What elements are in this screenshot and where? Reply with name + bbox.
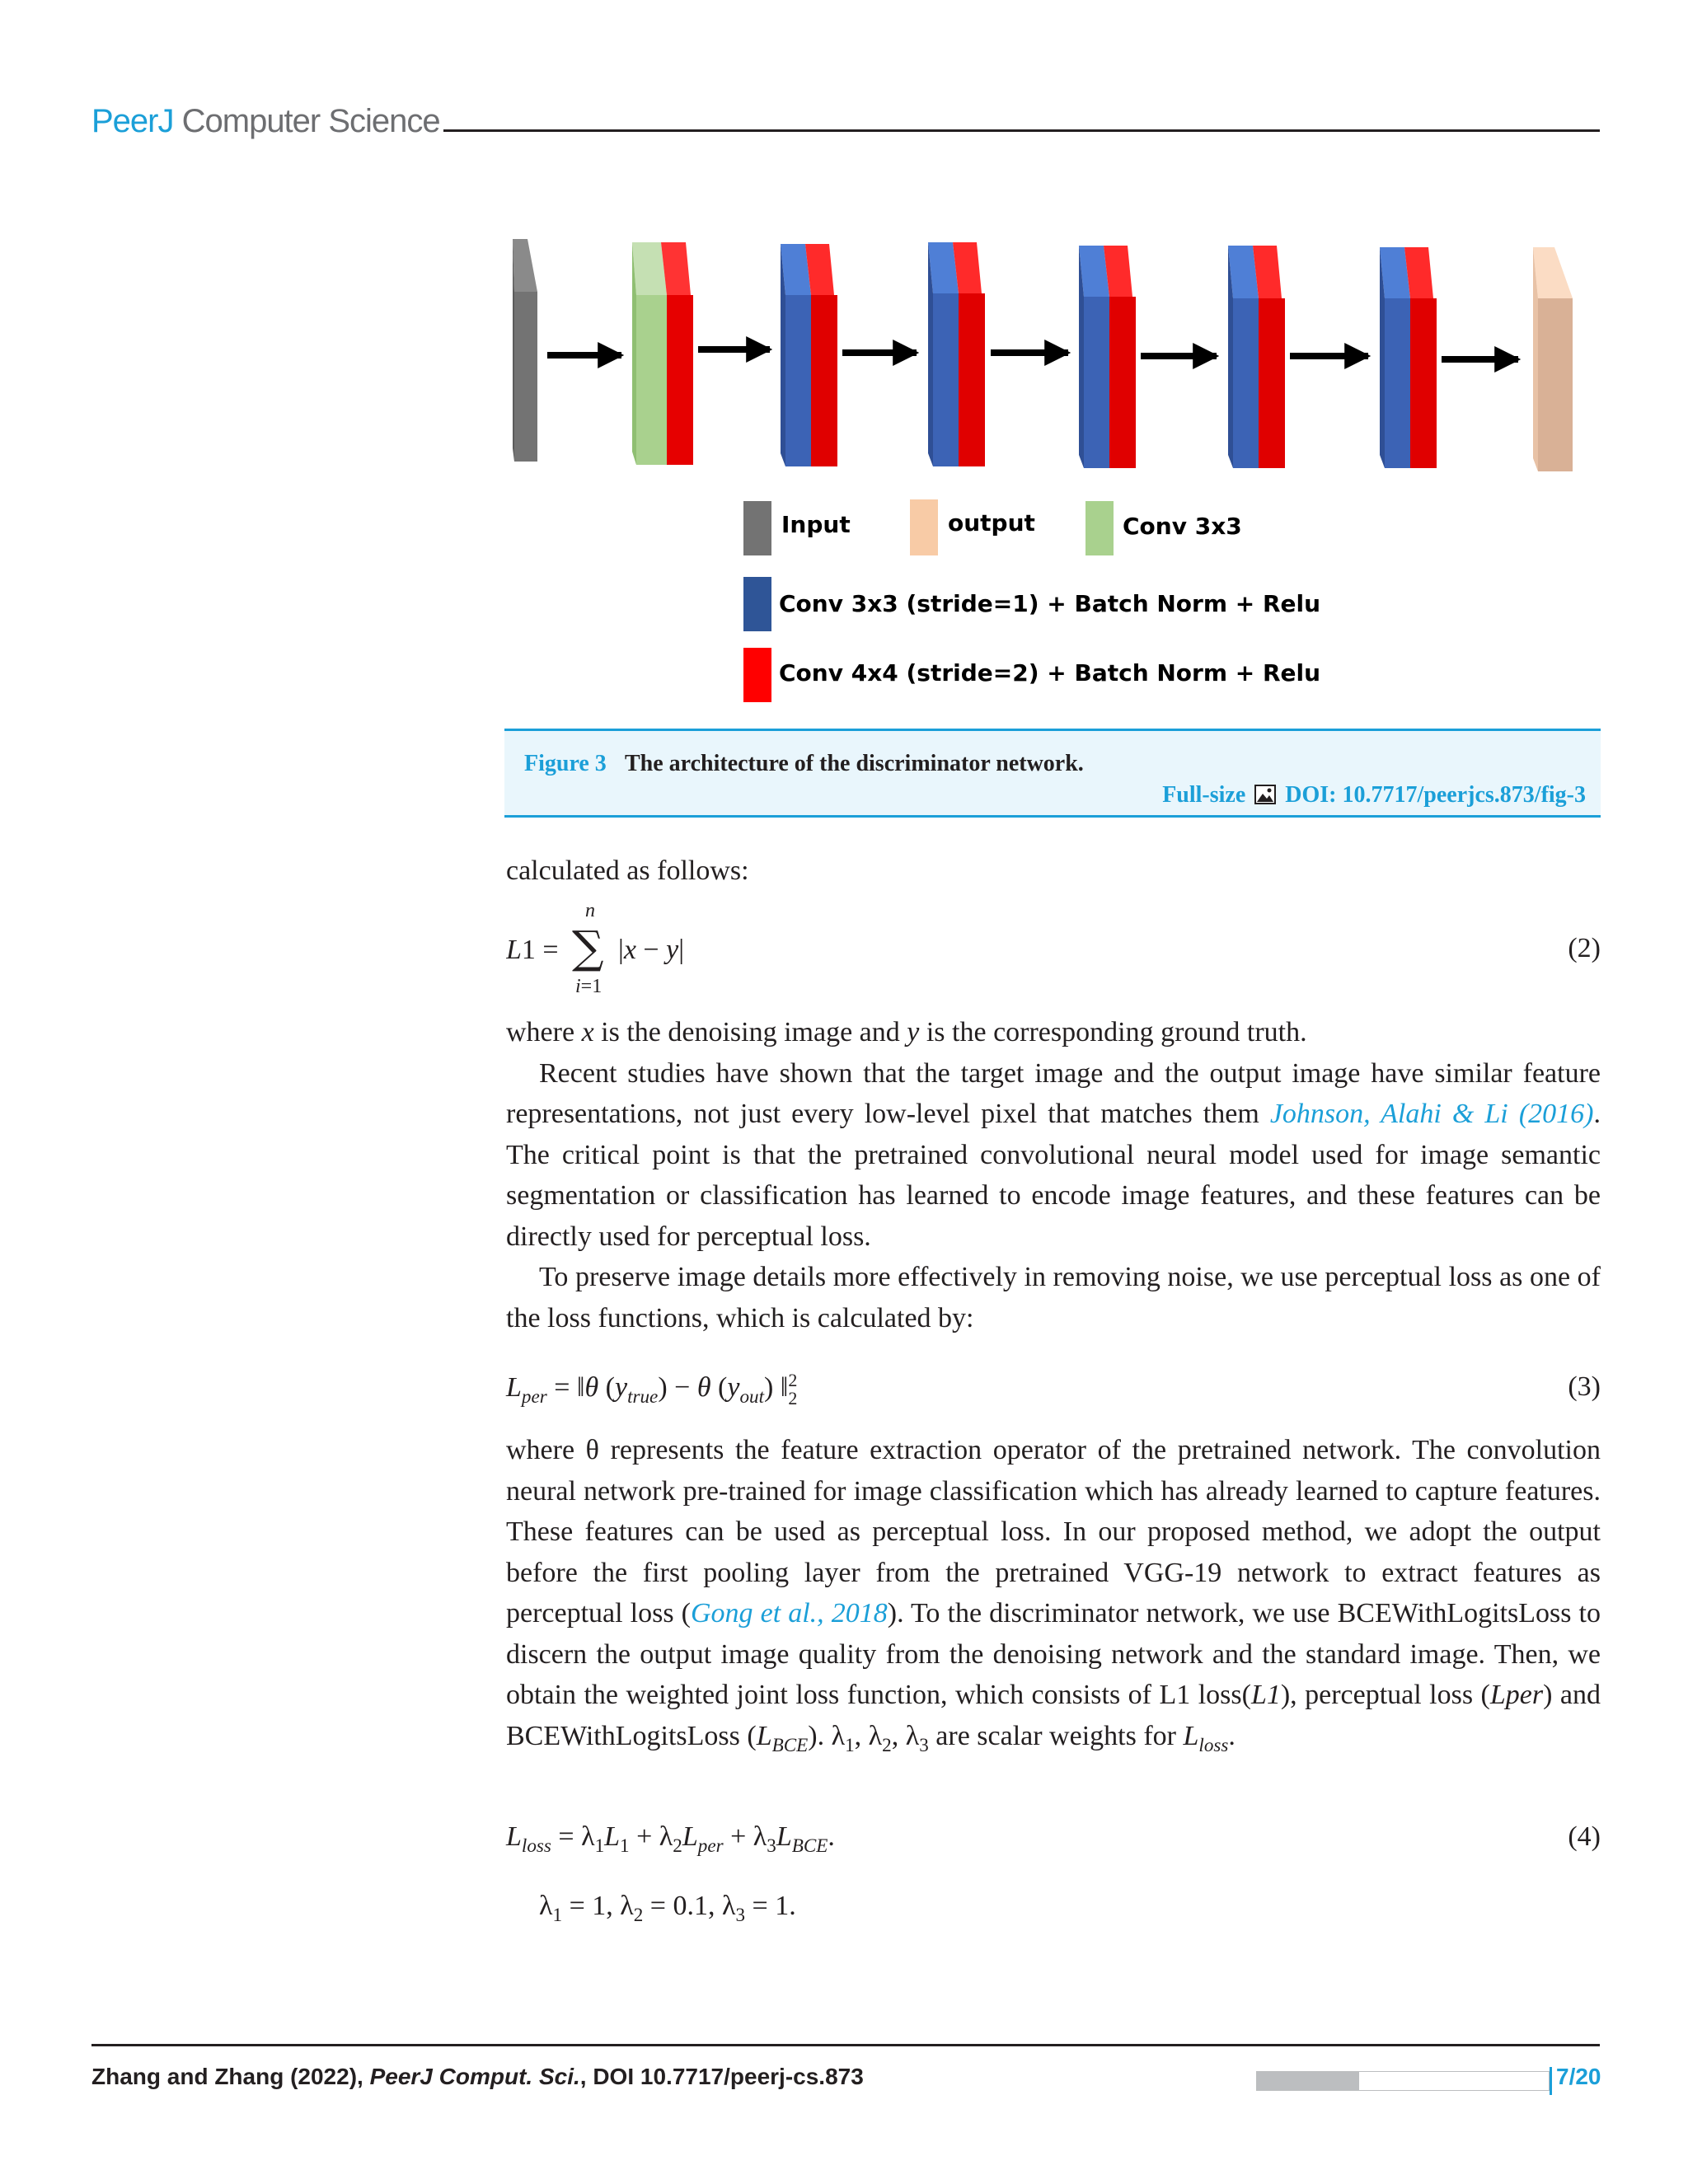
footer-authors: Zhang and Zhang (2022), [91, 2064, 370, 2089]
equation-4 [506, 1813, 1601, 1863]
layer-pair-4 [1079, 246, 1136, 468]
discriminator-diagram [504, 224, 1601, 710]
paragraph-theta: where θ represents the feature extraction operator of the pretrained network. The convolution neural network pre-trained for image classification which has already learned to capture features. These features can be used as perceptual loss. In our proposed method, we adopt the output before the first pooling layer from the pretrained VGG-19 network to extract features as perceptual loss (Gong et al., 2018). To the discriminator network, we use BCEWithLogitsLoss to discern the output image quality from the denoising network and the standard image. Then, we obtain the weighted joint loss function, which consists of L1 loss(L1), perceptual loss (Lper) and BCEWithLogitsLoss $(L_{BCE})$. $\lambda_1$, $\lambda_2$, $\lambda_3$ are scalar weights for $L_{loss}$. [506, 1435, 1601, 1756]
layer-pair-3 [928, 242, 985, 466]
legend [743, 499, 1320, 702]
legend-swatch-blue [743, 577, 771, 631]
paragraph-preserve: To preserve image details more effectively in removing noise, we use perceptual loss as one of the loss functions, which is calculated by: [506, 1262, 1601, 1333]
legend-swatch-red [743, 648, 771, 702]
layer-conv3x3-green [632, 242, 667, 465]
legend-output: output [948, 509, 1035, 537]
legend-conv-stride1: Conv 3x3 (stride=1) + Batch Norm + Relu [779, 590, 1321, 617]
weights-values: $\lambda_1 = 1$, $\lambda_2 = 0.1$, $\lambda_3 = 1$. [539, 1891, 796, 1927]
caption-text: The architecture of the discriminator network. [625, 751, 1084, 776]
doi-link[interactable]: DOI: 10.7717/peerjcs.873/fig-3 [1285, 782, 1586, 808]
footer-doi[interactable]: , DOI 10.7717/peerj-cs.873 [579, 2064, 864, 2089]
equation-2-math [506, 898, 753, 997]
weights-line [539, 1891, 1634, 1927]
layer-output [1533, 247, 1573, 471]
paragraph-intro [506, 851, 1601, 892]
layer-pair-6 [1380, 247, 1437, 468]
equation-3-math: $L_{per}$ = ‖θ $(y_{true}) - \theta$ $(y_{out})$ ‖2 2 [506, 1370, 798, 1408]
legend-conv3x3: Conv 3x3 [1123, 513, 1242, 540]
footer-citation [91, 2064, 864, 2090]
layer-input [513, 239, 537, 462]
equation-3-number: (3) [1568, 1371, 1601, 1402]
svg-text:n: n [585, 900, 595, 921]
journal-title [91, 101, 440, 142]
equation-4-number: (4) [1568, 1821, 1601, 1852]
legend-conv-stride2: Conv 4x4 (stride=2) + Batch Norm + Relu [779, 659, 1321, 687]
legend-swatch-input [743, 501, 771, 555]
equation-3 [506, 1360, 1601, 1418]
legend-swatch-output [910, 499, 938, 555]
layer-pair-5 [1228, 246, 1285, 468]
fullsize-link[interactable]: Full-size [1162, 782, 1246, 808]
svg-text:∑: ∑ [572, 921, 604, 973]
citation-gong[interactable]: Gong et al., 2018 [690, 1598, 888, 1629]
equation-2-number: (2) [1568, 933, 1601, 963]
text-calculated: calculated as follows: [506, 855, 749, 886]
page-number: 7/20 [1556, 2064, 1601, 2089]
page-progress-fill [1257, 2072, 1359, 2090]
pager-separator [1550, 2067, 1552, 2095]
svg-text:L1 =: L1 = [506, 935, 559, 965]
paragraph-recent-studies: Recent studies have shown that the target image and the output image have similar feature representations, not just every low-level pixel that matches them Johnson, Alahi & Li (2016). The critical point is that the pretrained convolutional neural model used for image semantic segmentation or classification has learned to encode image features, and these features can be directly used for perceptual loss. [506, 1057, 1601, 1252]
citation-johnson[interactable]: Johnson, Alahi & Li (2016) [1269, 1099, 1594, 1129]
paragraph-where-x: where x is the denoising image and y is the corresponding ground truth. [506, 1017, 1307, 1047]
footer-journal: PeerJ Comput. Sci. [369, 2064, 580, 2089]
legend-input: Input [781, 511, 851, 538]
header-rule [443, 129, 1600, 132]
paragraphs-block-1 [506, 1012, 1601, 1338]
journal-j: J [157, 103, 174, 139]
caption-label: Figure 3 [524, 751, 607, 776]
journal-name: Computer Science [173, 103, 440, 139]
svg-text:|x − y|: |x − y| [618, 935, 684, 965]
equation-2 [506, 898, 1601, 997]
layer-pair-2 [781, 244, 837, 466]
journal-peer: Peer [91, 103, 158, 139]
image-icon[interactable] [1254, 785, 1276, 804]
figure-caption [504, 729, 1601, 818]
caption-links [1162, 782, 1586, 808]
legend-swatch-conv3x3 [1085, 501, 1114, 555]
footer-rule [91, 2044, 1600, 2046]
paragraphs-block-2 [506, 1430, 1601, 1756]
page-progress-bar [1256, 2071, 1550, 2091]
svg-text:i=1: i=1 [575, 976, 603, 997]
equation-4-math: $L_{loss} = \lambda_1L_1 + \lambda_2L_{per} + \lambda_3L_{BCE}$. [506, 1821, 835, 1858]
